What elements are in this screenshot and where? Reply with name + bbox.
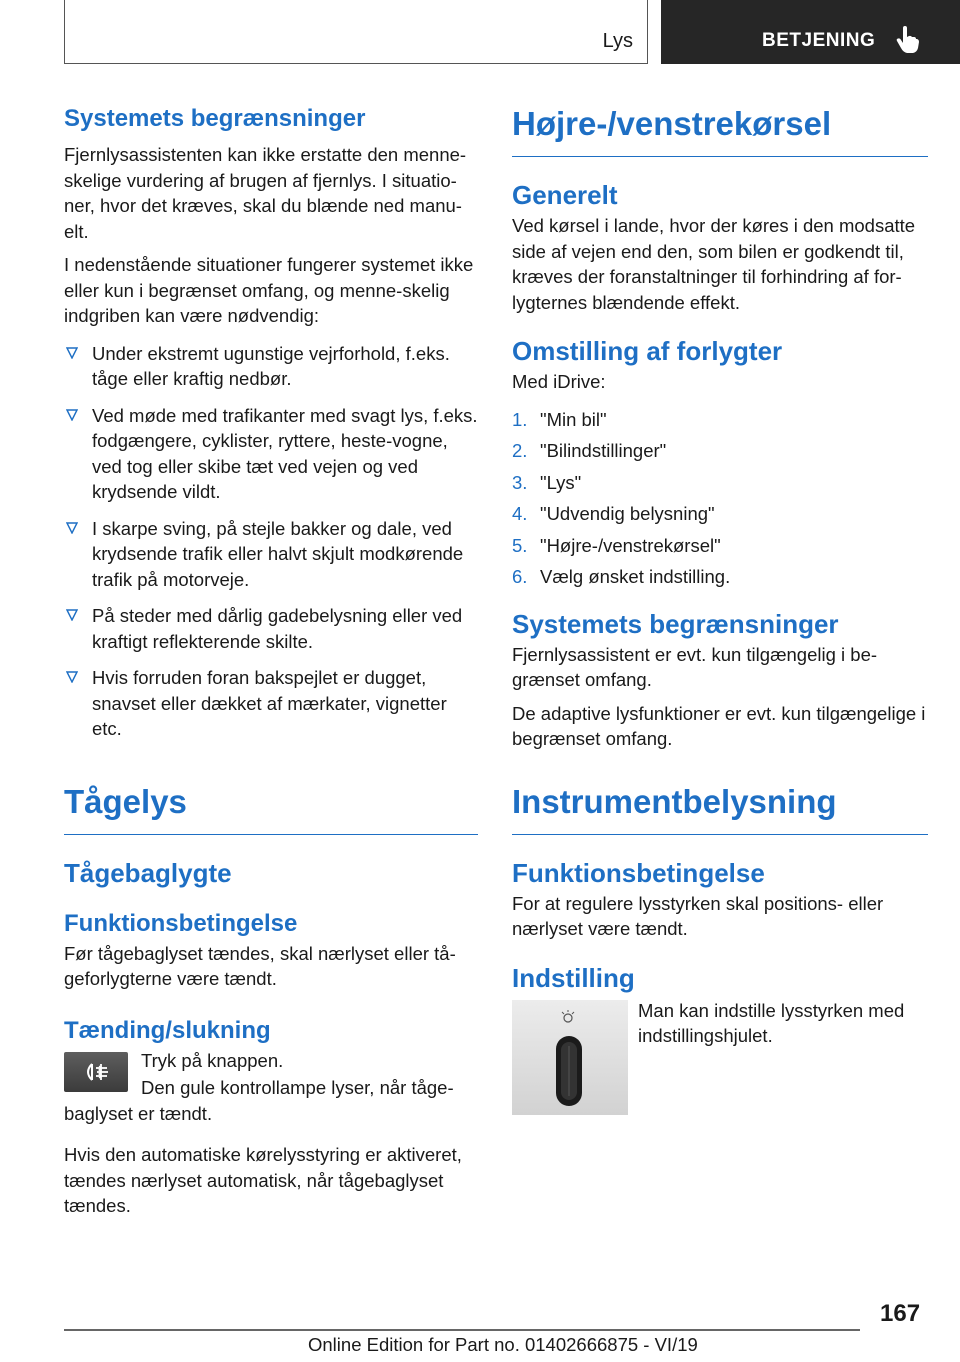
pointing-hand-icon	[895, 26, 919, 54]
list-item: På steder med dårlig gadebelysning eller ved kraftigt reflekterende skilte.	[64, 603, 478, 654]
list-item: 4. "Udvendig belysning"	[512, 503, 715, 524]
footer-edition-text: Online Edition for Part no. 01402666875 - VI/19	[308, 1334, 698, 1355]
triangle-bullet-icon	[66, 409, 78, 421]
list-item: Ved møde med trafikanter med svagt lys, f.eks. fodgængere, cyklister, ryttere, heste-vogne, ved tog eller skibe tæt ved vejen og ved krydsende vildt.	[64, 403, 478, 505]
list-item: 1. "Min bil"	[512, 408, 607, 430]
paragraph: Tryk på knappen.	[141, 1049, 284, 1071]
heading-tagelys: Tågelys	[64, 782, 478, 835]
heading-funktionsbetingelse: Funktionsbetingelse	[64, 909, 298, 937]
dimmer-wheel-image	[512, 1000, 628, 1115]
heading-taending-slukning: Tænding/slukning	[64, 1016, 271, 1044]
list-item: 2. "Bilindstillinger"	[512, 440, 667, 461]
heading-tagebaglygte: Tågebaglygte	[64, 857, 232, 888]
heading-omstilling-af-forlygter: Omstilling af forlygter	[512, 336, 783, 366]
list-item: Under ekstremt ugunstige vejrforhold, f.eks. tåge eller kraftig nedbør.	[64, 341, 478, 392]
paragraph: For at regulere lysstyrken skal positions- eller nærlyset være tændt.	[512, 892, 884, 939]
heading-generelt: Generelt	[512, 180, 618, 210]
paragraph: Den gule kontrollampe lyser, når tåge-	[141, 1077, 454, 1098]
triangle-bullet-icon	[66, 671, 78, 683]
wheel-block	[512, 998, 928, 1049]
list-item: I skarpe sving, på stejle bakker og dale, ved krydsende trafik eller halvt skjult modkørende trafik på motorveje.	[64, 516, 478, 593]
paragraph: Hvis den automatiske kørelysstyring er aktiveret, tændes nærlyset automatisk, når tågebaglyset tændes.	[64, 1144, 462, 1216]
heading-systemets-begraensninger: Systemets begrænsninger	[512, 608, 839, 639]
header-chapter-tab	[661, 0, 960, 64]
list-item: 6. Vælg ønsket indstilling.	[512, 566, 731, 587]
list-item: Hvis forruden foran bakspejlet er dugget, snavset eller dækket af mærkater, vignetter etc.	[64, 665, 478, 742]
header-section-box	[64, 0, 648, 64]
paragraph: De adaptive lysfunktioner er evt. kun tilgængelige i begrænset omfang.	[512, 702, 926, 749]
paragraph: Med iDrive:	[512, 371, 606, 392]
heading-instrumentbelysning: Instrumentbelysning	[512, 782, 928, 835]
triangle-bullet-icon	[66, 609, 78, 621]
triangle-bullet-icon	[66, 522, 78, 534]
paragraph: Før tågebaglyset tændes, skal nærlyset eller tå-geforlygterne være tændt.	[64, 942, 456, 989]
paragraph: Fjernlysassistenten kan ikke erstatte den menne-skelige vurdering af brugen af fjernlys. I situatio-ner, hvor det kræves, skal du blænde ned manu-elt.	[64, 144, 467, 242]
paragraph: baglyset er tændt.	[64, 1102, 213, 1124]
header-chapter-label: BETJENING	[762, 30, 876, 51]
paragraph: Ved kørsel i lande, hvor der køres i den modsatte side af vejen end den, som bilen er godkendt til, kræves der foranstaltninger til forhindring af for-lygternes blændende effekt.	[512, 215, 916, 313]
fog-light-button-image	[64, 1052, 128, 1092]
paragraph: Fjernlysassistent er evt. kun tilgængelig i be-grænset omfang.	[512, 643, 878, 690]
paragraph: I nedenstående situationer fungerer systemet ikke eller kun i begrænset omfang, og menne-skelig indgriben kan være nødvendig:	[64, 254, 474, 326]
heading-funktionsbetingelse: Funktionsbetingelse	[512, 857, 765, 888]
page-number: 167	[880, 1300, 921, 1327]
heading-indstilling: Indstilling	[512, 962, 635, 993]
paragraph: Man kan indstille lysstyrken med indstillingshjulet.	[638, 999, 905, 1046]
left-column	[64, 104, 478, 1227]
dimmer-wheel-icon	[512, 1000, 628, 1115]
list-item: 3. "Lys"	[512, 471, 582, 493]
heading-systemets-begraensninger: Systemets begrænsninger	[64, 105, 366, 132]
heading-hojre-venstrekorsel: Højre-/venstrekørsel	[512, 104, 928, 157]
right-column	[512, 104, 928, 1057]
list-item: 5. "Højre-/venstrekørsel"	[512, 534, 721, 556]
header-section-label: Lys	[602, 30, 633, 52]
numbered-list	[512, 407, 928, 590]
footer-divider	[64, 1329, 860, 1331]
rear-fog-light-icon	[64, 1052, 128, 1092]
button-block	[64, 1048, 478, 1127]
triangle-bullet-icon	[66, 347, 78, 359]
bullet-list	[64, 341, 478, 742]
